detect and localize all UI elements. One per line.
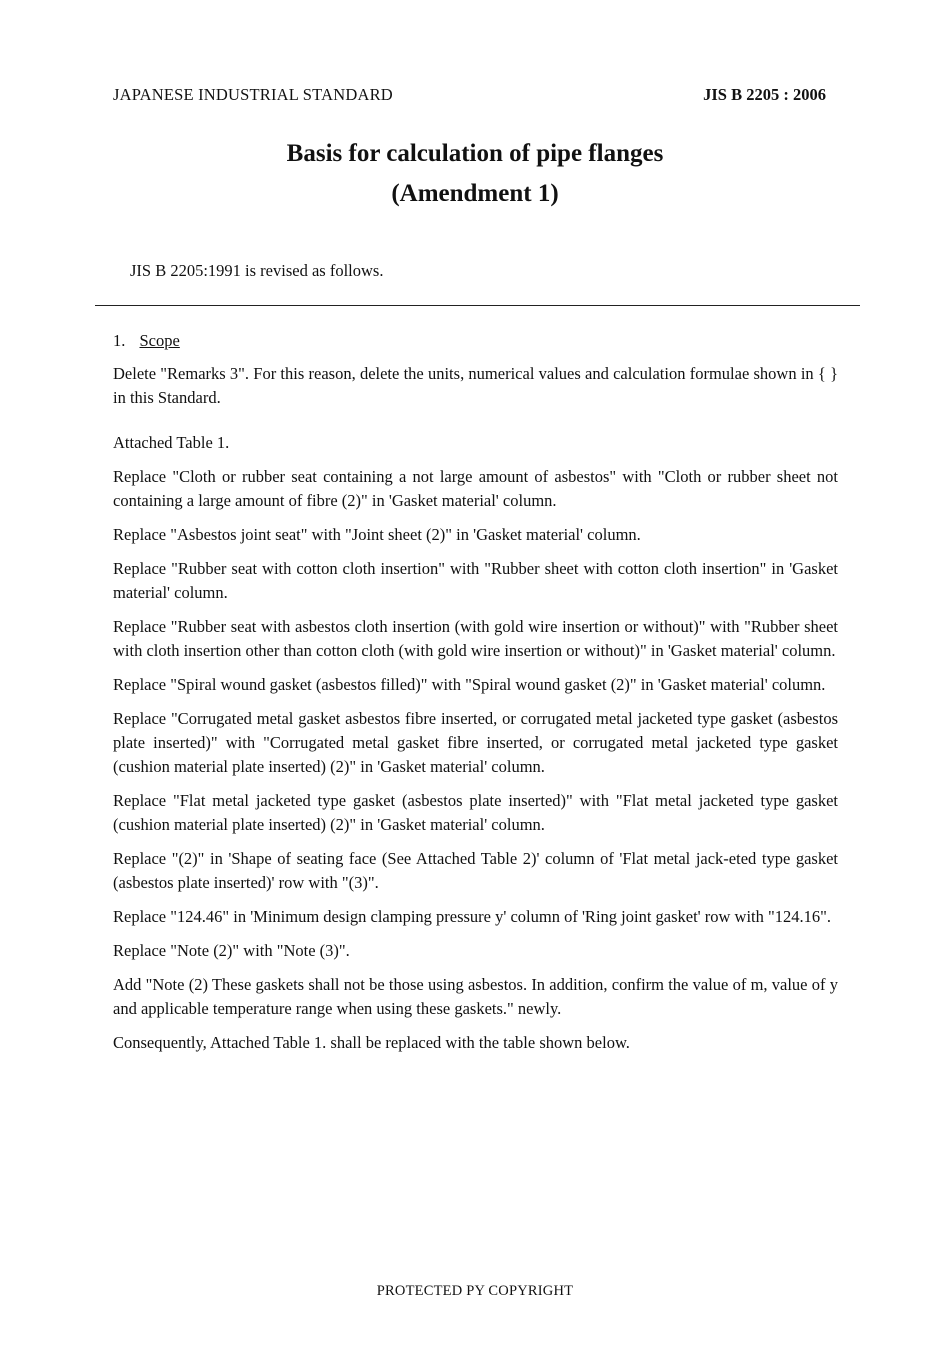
section-number: 1. xyxy=(113,331,126,350)
paragraph: Replace "Flat metal jacketed type gasket (asbestos plate inserted)" with "Flat metal jacketed type gasket (cushion material plate inserted) (2)" in 'Gasket material' column. xyxy=(113,791,838,834)
divider xyxy=(95,305,860,306)
paragraph: Replace "(2)" in 'Shape of seating face (See Attached Table 2)' column of 'Flat metal jack-eted type gasket (asbestos plate inserted)' row with "(3)". xyxy=(113,849,838,892)
paragraph: Replace "Corrugated metal gasket asbestos fibre inserted, or corrugated metal jacketed type gasket (asbestos plate inserted)" with "Corrugated metal gasket fibre inserted, or corrugated metal jacketed type gasket (cushion material plate inserted) (2)" in 'Gasket material' column. xyxy=(113,709,838,776)
paragraph: Replace "Rubber seat with cotton cloth insertion" with "Rubber sheet with cotton cloth insertion" in 'Gasket material' column. xyxy=(113,559,838,602)
standard-number: JIS B 2205 : 2006 xyxy=(703,85,826,104)
document-title xyxy=(0,134,950,214)
paragraph: Consequently, Attached Table 1. shall be replaced with the table shown below. xyxy=(113,1033,630,1052)
copyright-footer: PROTECTED PY COPYRIGHT xyxy=(376,1283,574,1299)
document-body xyxy=(113,329,838,1065)
page-header xyxy=(113,85,826,107)
paragraph: Replace "124.46" in 'Minimum design clamping pressure y' column of 'Ring joint gasket' row with "124.16". xyxy=(113,907,831,926)
paragraph: Replace "Note (2)" with "Note (3)". xyxy=(113,941,350,960)
paragraph: Replace "Rubber seat with asbestos cloth insertion (with gold wire insertion or without)" with "Rubber sheet with cloth insertion other than cotton cloth (with gold wire insertion or without)" in 'Gasket material' column. xyxy=(113,617,838,660)
standard-type: JAPANESE INDUSTRIAL STANDARD xyxy=(113,85,393,104)
intro-text: JIS B 2205:1991 is revised as follows. xyxy=(130,261,384,280)
scope-paragraph: Delete "Remarks 3". For this reason, delete the units, numerical values and calculation formulae shown in { } in this Standard. xyxy=(113,364,838,407)
attached-table-heading: Attached Table 1. xyxy=(113,433,230,452)
section-heading xyxy=(113,329,838,353)
section-label: Scope xyxy=(139,331,180,350)
title-line-2: (Amendment 1) xyxy=(391,180,559,207)
paragraph: Replace "Spiral wound gasket (asbestos filled)" with "Spiral wound gasket (2)" in 'Gasket material' column. xyxy=(113,675,826,694)
paragraph: Add "Note (2) These gaskets shall not be those using asbestos. In addition, confirm the value of m, value of y and applicable temperature range when using these gaskets." newly. xyxy=(113,975,838,1018)
title-line-1: Basis for calculation of pipe flanges xyxy=(286,140,664,167)
paragraph: Replace "Asbestos joint seat" with "Joint sheet (2)" in 'Gasket material' column. xyxy=(113,525,641,544)
paragraph: Replace "Cloth or rubber seat containing a not large amount of asbestos" with "Cloth or rubber sheet not containing a large amount of fibre (2)" in 'Gasket material' column. xyxy=(113,467,838,510)
